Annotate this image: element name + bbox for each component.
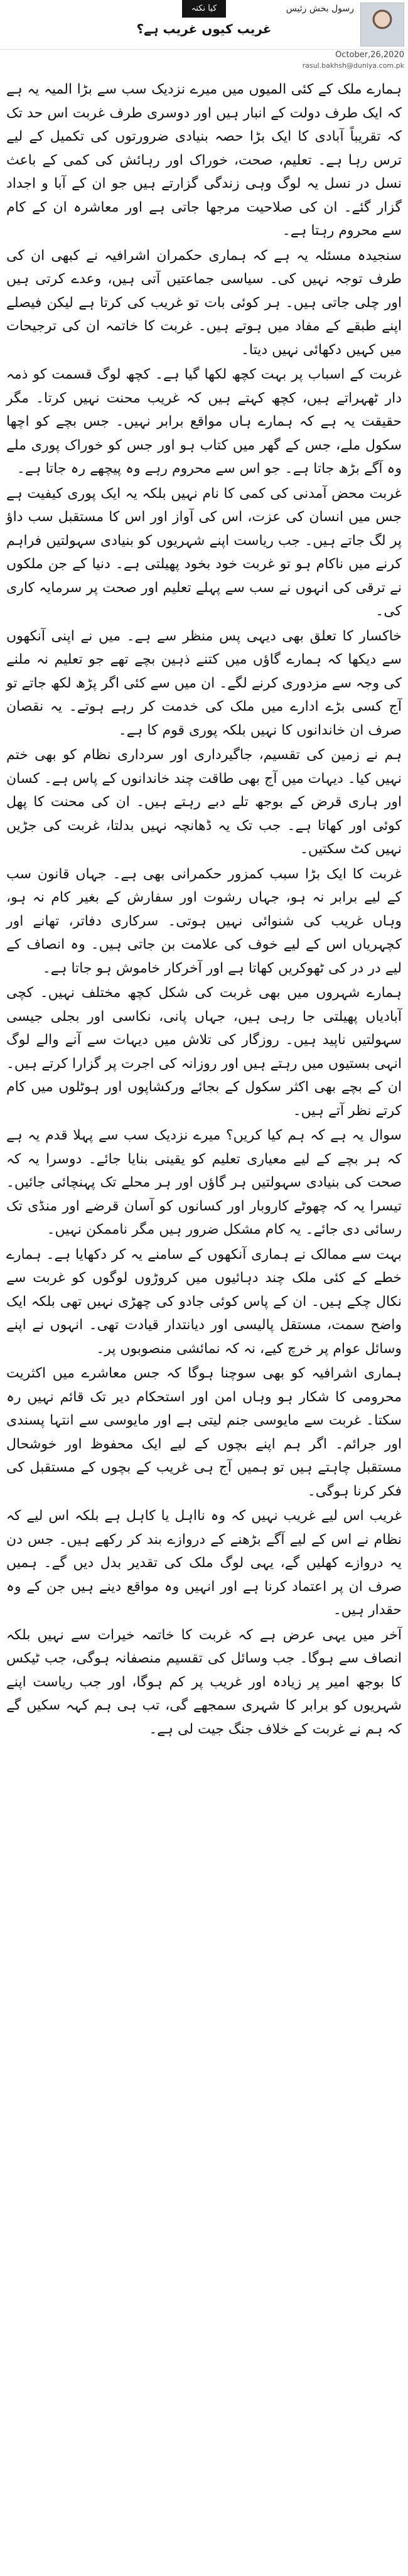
author-name: رسول بخش رئیس [286, 4, 354, 14]
paragraph: ہمارے شہروں میں بھی غربت کی شکل کچھ مختلف نہیں۔ کچی آبادیاں پھیلتی جا رہی ہیں، جہاں پانی، نکاسی اور بجلی جیسی سہولتیں ناپید ہیں۔ روزگار کی تلاش میں دیہات سے آنے والے لوگ انہی بستیوں میں رہتے ہیں اور روزانہ کی اجرت پر گزارا کرتے ہیں۔ ان کے بچے بھی اکثر سکول کے بجائے ورکشاپوں اور ہوٹلوں میں کام کرتے نظر آتے ہیں۔ [6, 985, 402, 1119]
column-title: غریب کیوں غریب ہے؟ [136, 21, 272, 36]
paragraph: بہت سے ممالک نے ہماری آنکھوں کے سامنے یہ کر دکھایا ہے۔ ہمارے خطے کے کئی ملک چند دہائیوں میں کروڑوں لوگوں کو غربت سے نکال چکے ہیں۔ ان کے پاس کوئی جادو کی چھڑی نہیں تھی بلکہ ایک واضح سمت، مستقل پالیسی اور دیانتدار قیادت تھی۔ انہوں نے اپنے وسائل عوام پر خرچ کیے، نہ کہ نمائشی منصوبوں پر۔ [6, 1246, 402, 1357]
column-header [0, 0, 408, 50]
publish-date: October,26,2020 [335, 50, 404, 60]
author-email[interactable]: rasul.bakhsh@duniya.com.pk [302, 62, 404, 70]
paragraph: سوال یہ ہے کہ ہم کیا کریں؟ میرے نزدیک سب سے پہلا قدم یہ ہے کہ ہر بچے کے لیے معیاری تعلیم کو یقینی بنایا جائے۔ دوسرا یہ کہ صحت کی بنیادی سہولتیں ہر گاؤں اور ہر محلے تک پہنچائی جائیں۔ تیسرا یہ کہ چھوٹے کاروبار اور کسانوں کو آسان قرضے اور منڈی تک رسائی دی جائے۔ یہ کام مشکل ضرور ہیں مگر ناممکن نہیں۔ [6, 1128, 402, 1237]
paragraph: غربت محض آمدنی کی کمی کا نام نہیں بلکہ یہ ایک پوری کیفیت ہے جس میں انسان کی عزت، اس کی آواز اور اس کا مستقبل سب داؤ پر لگ جاتے ہیں۔ جب ریاست اپنے شہریوں کو بنیادی سہولتیں فراہم کرنے میں ناکام ہو تو غربت خود بخود پھیلتی ہے۔ دنیا کے جن ملکوں نے ترقی کی انہوں نے سب سے پہلے تعلیم اور صحت پر سرمایہ کاری کی۔ [6, 485, 402, 619]
paragraph: غریب اس لیے غریب نہیں کہ وہ نااہل یا کاہل ہے بلکہ اس لیے کہ نظام نے اس کے لیے آگے بڑھنے کے دروازے بند کر رکھے ہیں۔ جس دن یہ دروازے کھلیں گے، یہی لوگ ملک کی تقدیر بدل دیں گے۔ ہمیں صرف ان پر اعتماد کرنا ہے اور انہیں وہ مواقع دینے ہیں جن کے وہ حقدار ہیں۔ [6, 1508, 402, 1618]
column-logo: کیا نکتہ [182, 0, 226, 18]
paragraph: غربت کے اسباب پر بہت کچھ لکھا گیا ہے۔ کچھ لوگ قسمت کو ذمہ دار ٹھہراتے ہیں، کچھ کہتے ہیں کہ غریب محنت نہیں کرتا۔ مگر حقیقت یہ ہے کہ ہمارے ہاں مواقع برابر نہیں۔ جس بچے کو اچھا سکول ملے، جس کے گھر میں کتاب ہو اور جس کو خوراک پوری ملے وہ آگے بڑھ جاتا ہے۔ جو اس سے محروم رہے وہ پیچھے رہ جاتا ہے۔ [6, 367, 402, 477]
author-photo [360, 3, 404, 46]
paragraph: ہم نے زمین کی تقسیم، جاگیرداری اور سرداری نظام کو بھی ختم نہیں کیا۔ دیہات میں آج بھی طاقت چند خاندانوں کے پاس ہے۔ کسان اور ہاری قرض کے بوجھ تلے دبے رہتے ہیں۔ ان کی محنت کا پھل کوئی اور کھاتا ہے۔ جب تک یہ ڈھانچہ نہیں بدلتا، غربت کی جڑیں نہیں کٹ سکتیں۔ [6, 747, 402, 857]
paragraph: خاکسار کا تعلق بھی دیہی پس منظر سے ہے۔ میں نے اپنی آنکھوں سے دیکھا کہ ہمارے گاؤں میں کتنے ذہین بچے تھے جو تعلیم نہ ملنے کی وجہ سے مزدوری کرنے لگے۔ ان میں سے کئی اگر پڑھ لکھ جاتے تو آج کسی بڑے ادارے میں ملک کی خدمت کر رہے ہوتے۔ یہ نقصان صرف ان خاندانوں کا نہیں بلکہ پوری قوم کا ہے۔ [6, 628, 402, 738]
paragraph: سنجیدہ مسئلہ یہ ہے کہ ہماری حکمران اشرافیہ نے کبھی ان کی طرف توجہ نہیں کی۔ سیاسی جماعتیں آتی ہیں، وعدے کرتی ہیں اور چلی جاتی ہیں۔ ہر کوئی بات تو غریب کی کرتا ہے لیکن فیصلے اپنے طبقے کے مفاد میں ہوتے ہیں۔ غربت کا خاتمہ ان کی ترجیحات میں کہیں دکھائی نہیں دیتا۔ [6, 247, 402, 358]
paragraph: ہمارے ملک کے کئی المیوں میں میرے نزدیک سب سے بڑا المیہ یہ ہے کہ ایک طرف دولت کے انبار ہیں اور دوسری طرف غربت اس حد تک کہ تقریباً آبادی کا ایک بڑا حصہ بنیادی ضرورتوں کی تکمیل کے لیے ترس رہا ہے۔ تعلیم، صحت، خوراک اور رہائش کی کمی کے باعث نسل در نسل یہ لوگ وہی زندگی گزارتے ہیں جو ان کے آبا و اجداد گزار گئے۔ ان کی صلاحیت مرجھا جاتی ہے اور معاشرہ ان کے کام سے محروم رہتا ہے۔ [6, 82, 402, 239]
paragraph: آخر میں یہی عرض ہے کہ غربت کا خاتمہ خیرات سے نہیں بلکہ انصاف سے ہوگا۔ جب وسائل کی تقسیم منصفانہ ہوگی، جب ٹیکس کا بوجھ امیر پر زیادہ اور غریب پر کم ہوگا، اور جب ریاست اپنے شہریوں کو برابر کا شہری سمجھے گی، تب ہی ہم کہہ سکیں گے کہ ہم نے غربت کے خلاف جنگ جیت لی ہے۔ [6, 1627, 402, 1737]
paragraph: غربت کا ایک بڑا سبب کمزور حکمرانی بھی ہے۔ جہاں قانون سب کے لیے برابر نہ ہو، جہاں رشوت اور سفارش کے بغیر کام نہ ہو، وہاں غریب کی شنوائی نہیں ہوتی۔ سرکاری دفاتر، تھانے اور کچہریاں اس کے لیے خوف کی علامت بن جاتی ہیں۔ وہ انصاف کے لیے در در کی ٹھوکریں کھاتا ہے اور آخرکار خاموش ہو جاتا ہے۔ [6, 866, 402, 976]
column-body [6, 78, 402, 2571]
paragraph: ہماری اشرافیہ کو بھی سوچنا ہوگا کہ جس معاشرے میں اکثریت محرومی کا شکار ہو وہاں امن اور استحکام دیر تک قائم نہیں رہ سکتا۔ غربت سے مایوسی جنم لیتی ہے اور مایوسی سے انتہا پسندی اور جرائم۔ اگر ہم اپنے بچوں کے لیے ایک محفوظ اور خوشحال مستقبل چاہتے ہیں تو ہمیں آج ہی غریب کے بچوں کے مستقبل کی فکر کرنا ہوگی۔ [6, 1366, 402, 1499]
